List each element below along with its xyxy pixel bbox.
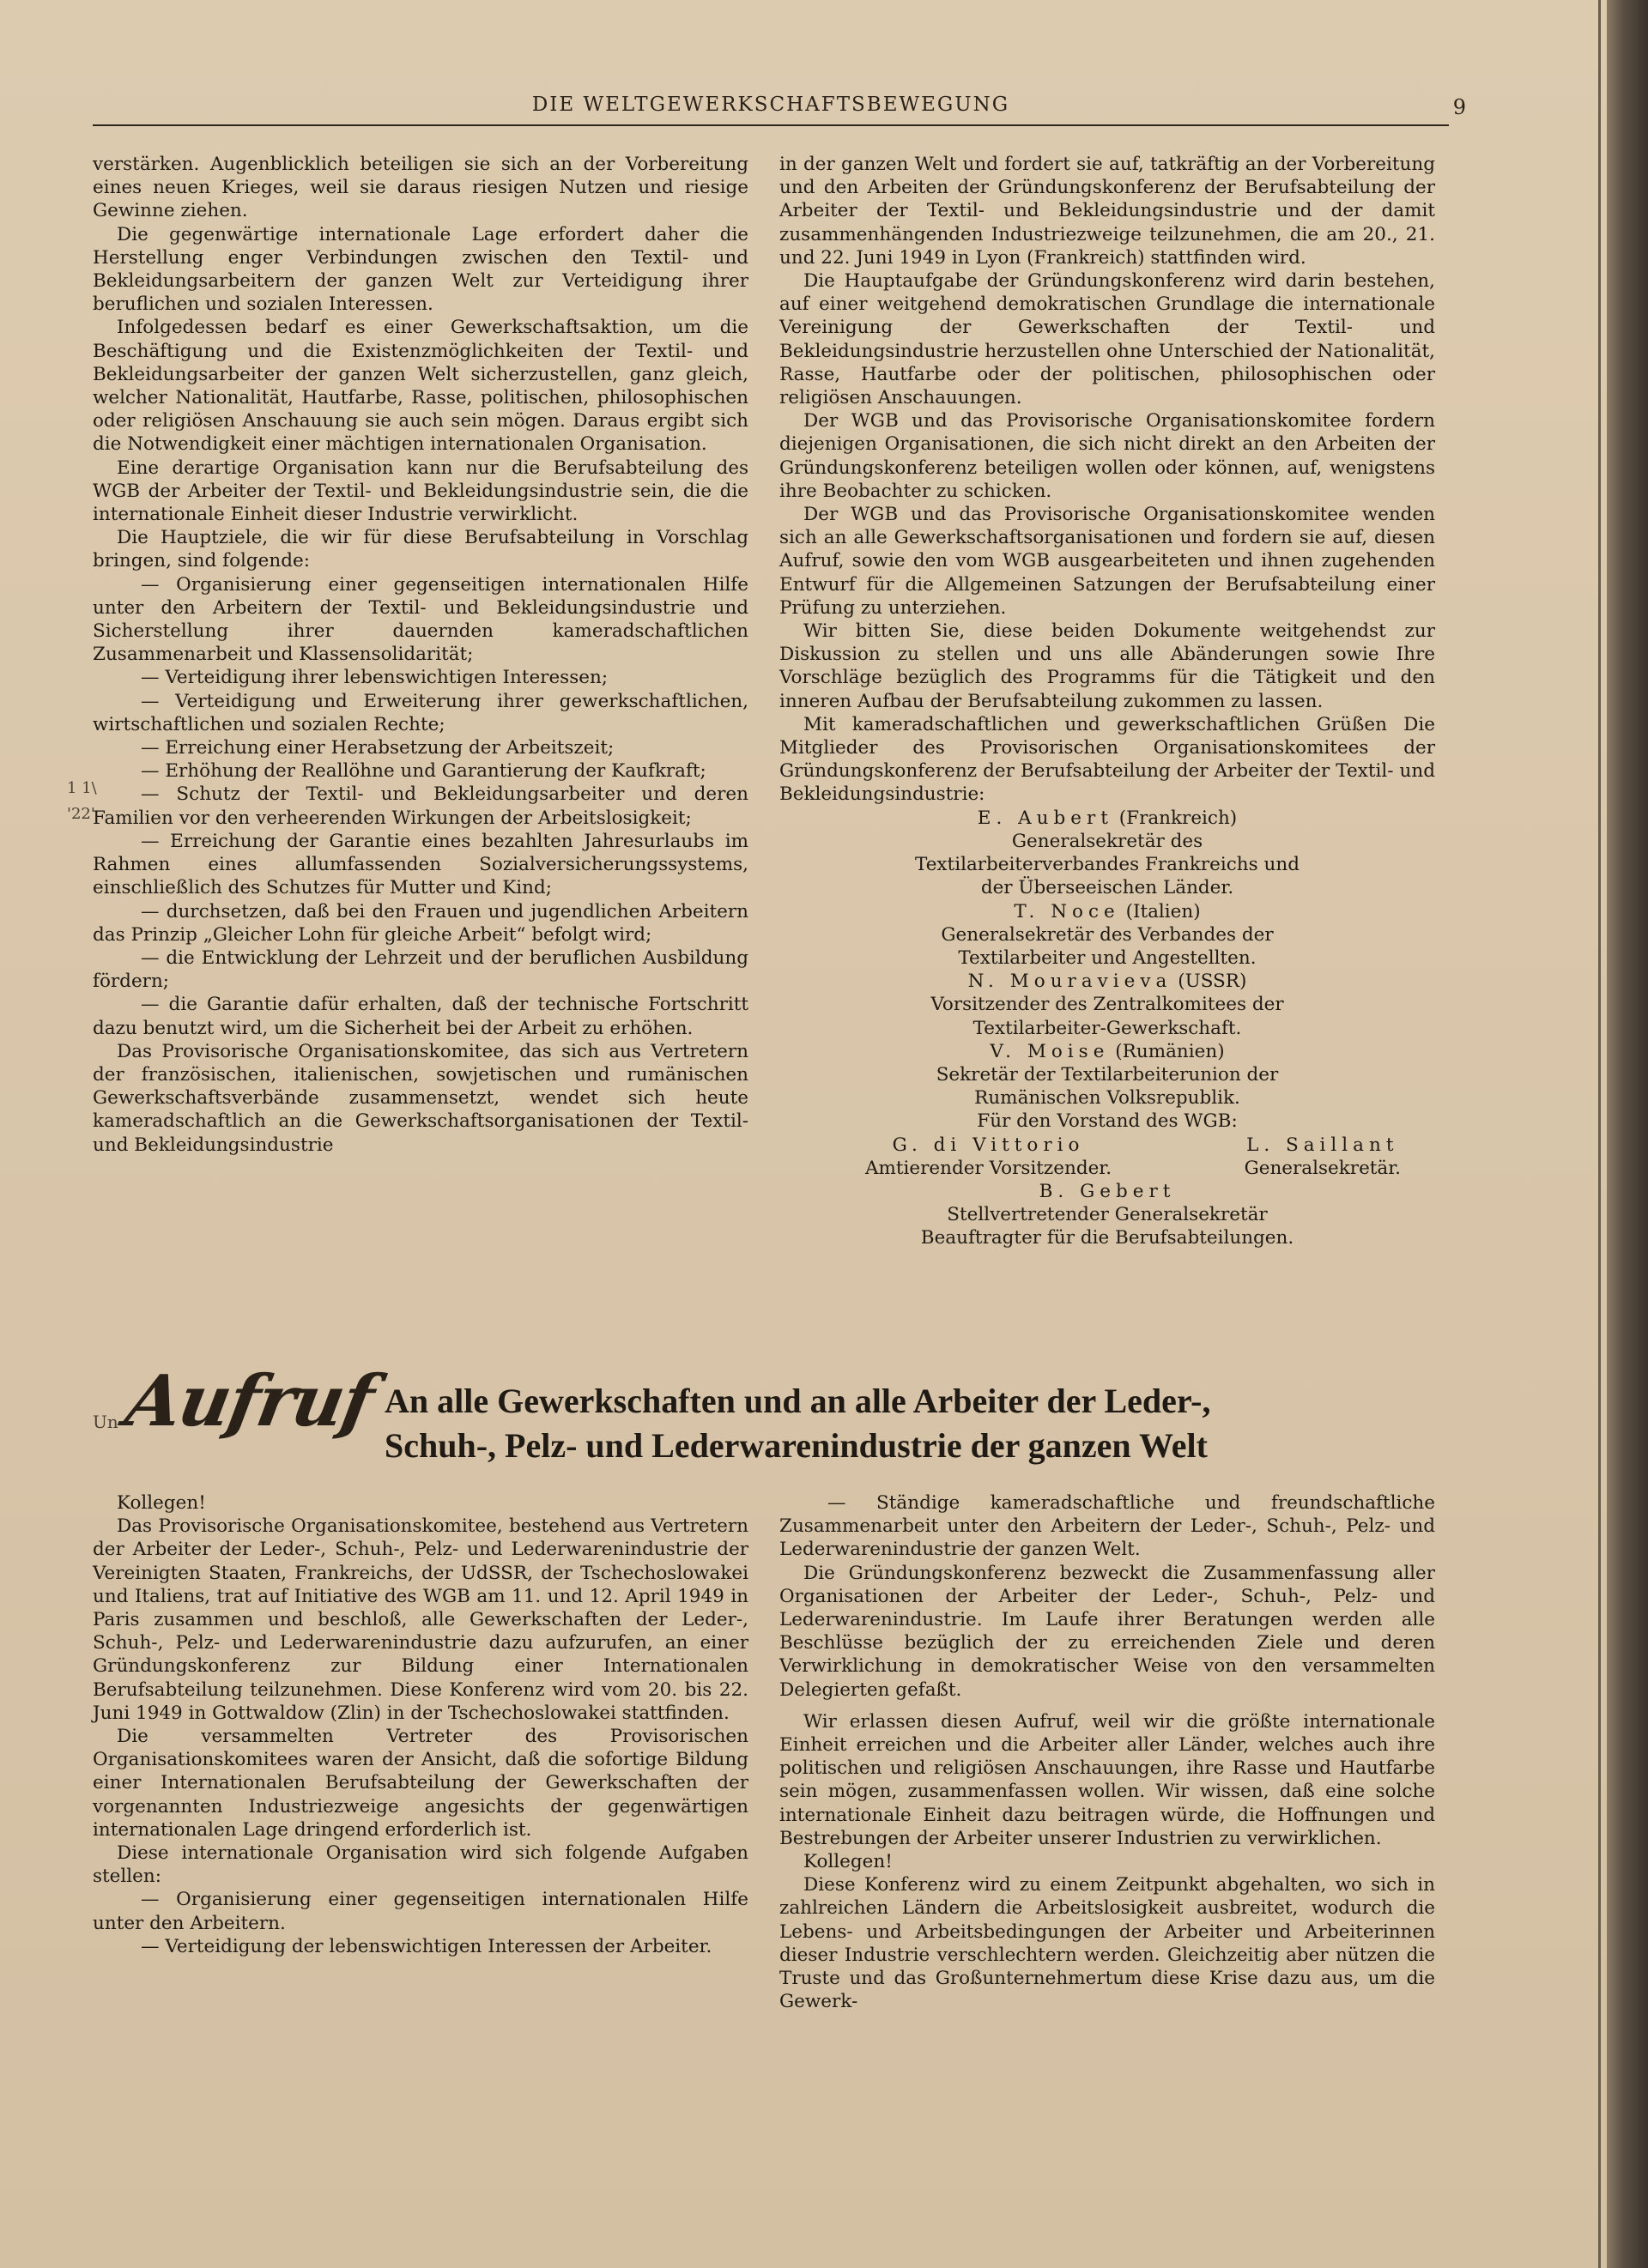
list-item: — Organisierung einer gegenseitigen internationalen Hilfe unter den Arbeitern der Textil- und Bekleidungsindustrie und Sicherstellung ihrer dauernden kameradschaftlichen Zusammenarbeit und Klassensolidarität; bbox=[93, 573, 748, 666]
paragraph: Eine derartige Organisation kann nur die Berufsabteilung des WGB der Arbeiter der Textil- und Bekleidungsindustrie sein, die die internationale Einheit dieser Industrie verwirklicht. bbox=[93, 457, 748, 526]
banner-word: Aufruf bbox=[119, 1360, 379, 1442]
running-header bbox=[93, 90, 1466, 126]
article2-right-column bbox=[779, 1491, 1435, 2013]
paragraph: Die Hauptziele, die wir für diese Berufsabteilung in Vorschlag bringen, sind folgende: bbox=[93, 527, 748, 572]
list-item: — die Garantie dafür erhalten, daß der technische Fortschritt dazu benutzt wird, um die Sicherheit bei der Arbeit zu erhöhen. bbox=[93, 994, 748, 1039]
article2-headline-banner bbox=[93, 1360, 1449, 1472]
page-number: 9 bbox=[1452, 95, 1466, 119]
signatory-name: T. Noce (Italien) bbox=[1014, 900, 1201, 922]
signatory-role: Stellvertretender Generalsekretär bbox=[947, 1204, 1268, 1226]
article2-left-column bbox=[93, 1491, 748, 1958]
signatory-role: Generalsekretär. bbox=[1244, 1157, 1401, 1179]
list-item: — Ständige kameradschaftliche und freundschaftliche Zusammenarbeit unter den Arbeitern der Leder-, Schuh-, Pelz- und Lederwarenindustrie der ganzen Welt. bbox=[779, 1492, 1435, 1561]
paragraph: Diese internationale Organisation wird sich folgende Aufgaben stellen: bbox=[93, 1842, 748, 1888]
paragraph: Wir bitten Sie, diese beiden Dokumente weitgehendst zur Diskussion zu stellen und uns alle Abänderungen sowie Ihre Vorschläge bezüglich des Programms für die Tätigkeit und den inneren Aufbau der Berufsabteilung zukommen zu lassen. bbox=[779, 620, 1435, 712]
margin-note: '22' bbox=[67, 805, 95, 823]
article2-headline bbox=[385, 1379, 1449, 1468]
list-item: — die Entwicklung der Lehrzeit und der beruflichen Ausbildung fördern; bbox=[93, 947, 748, 993]
list-item: — Verteidigung und Erweiterung ihrer gewerkschaftlichen, wirtschaftlichen und sozialen Rechte; bbox=[93, 690, 748, 735]
header-title: DIE WELTGEWERKSCHAFTSBEWEGUNG bbox=[531, 94, 1010, 116]
paragraph: Diese Konferenz wird zu einem Zeitpunkt abgehalten, wo sich in zahlreichen Ländern die Arbeitslosigkeit ausbreitet, wodurch die Lebens- und Arbeitsbedingungen der Arbeiter und Arbeiterinnen dieser Industrie verschlechtern werden. Gleichzeitig aber nützen die Truste und das Großunternehmertum diese Krise dazu aus, um die Gewerk- bbox=[779, 1874, 1435, 2013]
paragraph: verstärken. Augenblicklich beteiligen sie sich an der Vorbereitung eines neuen Krieges, weil sie daraus riesigen Nutzen und riesige Gewinne ziehen. bbox=[93, 154, 748, 222]
paragraph: Die Gründungskonferenz bezweckt die Zusammenfassung aller Organisationen der Arbeiter der Leder-, Schuh-, Pelz- und Lederwarenindustrie. Im Laufe ihrer Beratungen werden alle Beschlüsse bezüglich der zu erreichenden Ziele und deren Verwirklichung in demokratischer Weise von den versammelten Delegierten gefaßt. bbox=[779, 1562, 1435, 1701]
paragraph: Der WGB und das Provisorische Organisationskomitee fordern diejenigen Organisationen, die sich nicht direkt an den Arbeiten der Gründungskonferenz beteiligen wollen oder können, auf, wenigstens ihre Beobachter zu schicken. bbox=[779, 410, 1435, 502]
list-item: — Erreichung einer Herabsetzung der Arbeitszeit; bbox=[141, 737, 615, 759]
paragraph: Die gegenwärtige internationale Lage erfordert daher die Herstellung enger Verbindungen zwischen den Textil- und Bekleidungsarbeitern der ganzen Welt zur Verteidigung ihrer beruflichen und sozialen Interessen. bbox=[93, 223, 748, 316]
paragraph: Das Provisorische Organisationskomitee, das sich aus Vertretern der französischen, italienischen, sowjetischen und rumänischen Gewerkschaftsverbände zusammensetzt, wendet sich heute kameradschaftlich an die Gewerkschaftsorganisationen der Textil- und Bekleidungsindustrie bbox=[93, 1040, 748, 1156]
paragraph: Wir erlassen diesen Aufruf, weil wir die größte internationale Einheit erreichen und die Arbeiter aller Länder, welches auch ihre politischen und religiösen Anschauungen, ihre Rasse und Hautfarbe sein mögen, zusammenfassen wollen. Wir wissen, daß eine solche internationale Einheit dazu beitragen würde, die Hoffnungen und Bestrebungen der Arbeiter unserer Industrien zu verwirklichen. bbox=[779, 1710, 1435, 1849]
signatory-name: N. Mouravieva (USSR) bbox=[967, 971, 1247, 993]
signatory-role: Generalsekretär des Textilarbeiterverbandes Frankreichs und der Überseeischen Länder. bbox=[915, 830, 1300, 899]
paragraph: Infolgedessen bedarf es einer Gewerkschaftsaktion, um die Beschäftigung und die Existenzmöglichkeiten der Textil- und Bekleidungsarbeiter der ganzen Welt sicherzustellen, ganz gleich, welcher Nationalität, Hautfarbe, Rasse, politischen, philosophischen oder religiösen Anschauung sie auch sein mögen. Daraus ergibt sich die Notwendigkeit einer mächtigen internationalen Organisation. bbox=[93, 317, 748, 456]
list-item: — Erreichung der Garantie eines bezahlten Jahresurlaubs im Rahmen eines allumfassenden Sozialversicherungssystems, einschließlich des Schutzes für Mutter und Kind; bbox=[93, 830, 748, 899]
signatory-name: L. Saillant bbox=[1246, 1134, 1399, 1156]
signatory-role: Sekretär der Textilarbeiterunion der Rumänischen Volksrepublik. bbox=[936, 1063, 1279, 1110]
signatory-name: G. di Vittorio bbox=[892, 1134, 1085, 1156]
signatory-role: Beauftragter für die Berufsabteilungen. bbox=[920, 1227, 1294, 1249]
signatory-role: Amtierender Vorsitzender. bbox=[865, 1157, 1112, 1179]
margin-note: 1 1\ bbox=[67, 779, 97, 797]
signatory-name: V. Moise (Rumänien) bbox=[990, 1040, 1225, 1062]
paragraph: Die versammelten Vertreter des Provisorischen Organisationskomitees waren der Ansicht, daß die sofortige Bildung einer Internationalen Berufsabteilung der Gewerkschaften der vorgenannten Industriezweige angesichts der gegenwärtigen internationalen Lage dringend erforderlich ist. bbox=[93, 1726, 748, 1841]
paragraph: Der WGB und das Provisorische Organisationskomitee wenden sich an alle Gewerkschaftsorganisationen und fordern sie auf, diesen Aufruf, sowie den vom WGB ausgearbeiteten und ihnen zugehenden Entwurf für die Allgemeinen Satzungen der Berufsabteilung einer Prüfung zu unterziehen. bbox=[779, 504, 1435, 619]
signatory-name: B. Gebert bbox=[1039, 1180, 1176, 1202]
headline-line: An alle Gewerkschaften und an alle Arbeiter der Leder-, bbox=[385, 1382, 1211, 1420]
salutation: Kollegen! bbox=[803, 1851, 893, 1873]
list-item: — Schutz der Textil- und Bekleidungsarbeiter und deren Familien vor den verheerenden Wirkungen der Arbeitslosigkeit; bbox=[93, 783, 748, 829]
paragraph: Das Provisorische Organisationskomitee, bestehend aus Vertretern der Arbeiter der Leder-, Schuh-, Pelz- und Lederwarenindustrie der Vereinigten Staaten, Frankreichs, der UdSSR, der Tschechoslowakei und Italiens, trat auf Initiative des WGB am 11. und 12. April 1949 in Paris zusammen und beschloß, alle Gewerkschaften der Leder-, Schuh-, Pelz- und Lederwarenindustrie dazu aufzurufen, an einer Gründungskonferenz zur Bildung einer Internationalen Berufsabteilung teilzunehmen. Diese Konferenz wird vom 20. bis 22. Juni 1949 in Gottwaldow (Zlin) in der Tschechoslowakei stattfinden. bbox=[93, 1515, 748, 1724]
paragraph: Die Hauptaufgabe der Gründungskonferenz wird darin bestehen, auf einer weitgehend demokratischen Grundlage die internationale Vereinigung der Gewerkschaften der Textil- und Bekleidungsindustrie herzustellen ohne Unterschied der Nationalität, Rasse, Hautfarbe oder der politischen, philosophischen oder religiösen Anschauungen. bbox=[779, 270, 1435, 409]
headline-line: Schuh-, Pelz- und Lederwarenindustrie der ganzen Welt bbox=[385, 1426, 1208, 1465]
list-item: — Erhöhung der Reallöhne und Garantierung der Kaufkraft; bbox=[141, 760, 706, 783]
article1-left-column bbox=[93, 153, 748, 1157]
page-edge-line bbox=[1598, 0, 1601, 2268]
salutation: Kollegen! bbox=[117, 1492, 206, 1514]
paragraph: Mit kameradschaftlichen und gewerkschaftlichen Grüßen Die Mitglieder des Provisorischen Organisationskomitees der Gründungskonferenz der Berufsabteilung der Arbeiter der Textil- und Bekleidungsindustrie: bbox=[779, 713, 1435, 806]
board-intro: Für den Vorstand des WGB: bbox=[977, 1110, 1238, 1133]
banner-prefix: Un bbox=[93, 1412, 118, 1432]
board-signatures bbox=[779, 1134, 1435, 1180]
list-item: — Verteidigung ihrer lebenswichtigen Interessen; bbox=[141, 667, 609, 689]
signatory-block bbox=[779, 807, 1435, 1250]
list-item: — Organisierung einer gegenseitigen internationalen Hilfe unter den Arbeitern. bbox=[93, 1889, 748, 1934]
signatory-role: Vorsitzender des Zentralkomitees der Textilarbeiter-Gewerkschaft. bbox=[930, 994, 1284, 1039]
article1-right-column bbox=[779, 153, 1435, 1250]
signatory-role: Generalsekretär des Verbandes der Textilarbeiter und Angestellten. bbox=[941, 923, 1274, 969]
page-edge bbox=[1607, 0, 1648, 2268]
list-item: — durchsetzen, daß bei den Frauen und jugendlichen Arbeitern das Prinzip „Gleicher Lohn für gleiche Arbeit“ befolgt wird; bbox=[93, 900, 748, 946]
list-item: — Verteidigung der lebenswichtigen Interessen der Arbeiter. bbox=[141, 1935, 712, 1957]
paragraph: in der ganzen Welt und fordert sie auf, tatkräftig an der Vorbereitung und den Arbeiten der Gründungskonferenz der Berufsabteilung der Arbeiter der Textil- und Bekleidungsindustrie und der damit zusammenhängenden Industriezweige teilzunehmen, die am 20., 21. und 22. Juni 1949 in Lyon (Frankreich) stattfinden wird. bbox=[779, 154, 1435, 269]
signatory-name: E. Aubert (Frankreich) bbox=[977, 807, 1238, 829]
